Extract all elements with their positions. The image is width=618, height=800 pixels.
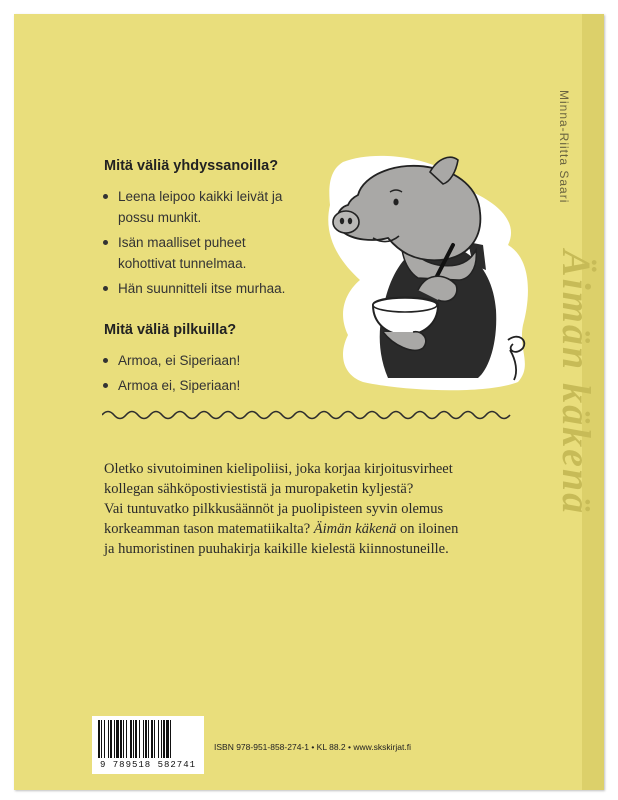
list-item bbox=[100, 375, 240, 396]
barcode-bar bbox=[130, 720, 132, 758]
spine-author: Minna-Riitta Saari bbox=[557, 90, 571, 204]
blurb-text: on iloinen bbox=[396, 521, 459, 537]
barcode-bar bbox=[104, 720, 105, 758]
list-item bbox=[100, 350, 240, 371]
bowl-rim bbox=[373, 298, 437, 312]
book-title-italic: Äimän käkenä bbox=[313, 521, 397, 537]
list-item-text: Armoa, ei Siperiaan! bbox=[118, 353, 241, 368]
book-back-cover bbox=[14, 14, 604, 790]
pig-snout bbox=[333, 211, 359, 233]
barcode-number: 9 789518 582741 bbox=[99, 760, 196, 770]
barcode-bar bbox=[148, 720, 149, 758]
list-item bbox=[100, 232, 285, 274]
barcode-bar bbox=[135, 720, 137, 758]
compound-examples-list bbox=[100, 186, 285, 303]
list-item-line: Leena leipoo kaikki leivät ja bbox=[118, 189, 283, 204]
barcode-bar bbox=[145, 720, 147, 758]
barcode-bar bbox=[133, 720, 134, 758]
blurb-line: ja humoristinen puuhakirja kaikille kielestä kiinnostuneille. bbox=[104, 541, 449, 557]
barcode-bar bbox=[114, 720, 115, 758]
barcode-bar bbox=[123, 720, 124, 758]
list-item-line: Isän maalliset puheet bbox=[118, 235, 246, 250]
blurb-text: korkeamman tason matematiikalta? bbox=[104, 521, 314, 537]
barcode-bar bbox=[163, 720, 165, 758]
bullet-icon bbox=[103, 383, 108, 388]
nostril bbox=[348, 218, 352, 224]
wavy-divider bbox=[102, 407, 514, 423]
list-item-line: Hän suunnitteli itse murhaa. bbox=[118, 281, 286, 296]
bullet-icon bbox=[103, 358, 108, 363]
section-heading-compounds: Mitä väliä yhdyssanoilla? bbox=[104, 158, 279, 174]
blurb-line: Vai tuntuvatko pilkkusäännöt ja puolipisteen syvin olemus bbox=[104, 501, 444, 517]
barcode-bar bbox=[108, 720, 109, 758]
barcode-bars bbox=[92, 716, 204, 760]
barcode-bar bbox=[161, 720, 162, 758]
bullet-icon bbox=[103, 286, 108, 291]
barcode-bar bbox=[154, 720, 155, 758]
list-item-line: kohottivat tunnelmaa. bbox=[118, 256, 247, 271]
barcode-bar bbox=[98, 720, 100, 758]
barcode-bar bbox=[143, 720, 144, 758]
blurb-line bbox=[104, 519, 534, 539]
comma-examples-list bbox=[100, 350, 240, 400]
nostril bbox=[340, 218, 344, 224]
blurb-line: Oletko sivutoiminen kielipoliisi, joka korjaa kirjoitusvirheet bbox=[104, 461, 453, 477]
barcode-bar bbox=[170, 720, 171, 758]
barcode-bar bbox=[116, 720, 119, 758]
list-item bbox=[100, 278, 285, 299]
spine-title: Äimän käkenä bbox=[554, 250, 599, 516]
bullet-icon bbox=[103, 240, 108, 245]
pig-baking-icon bbox=[318, 150, 538, 395]
barcode-bar bbox=[120, 720, 122, 758]
blurb bbox=[104, 459, 534, 559]
barcode-bar bbox=[101, 720, 102, 758]
barcode-bar bbox=[158, 720, 159, 758]
pig-eye bbox=[393, 199, 398, 206]
list-item-line: possu munkit. bbox=[118, 210, 202, 225]
barcode-bar bbox=[166, 720, 169, 758]
barcode-bar bbox=[139, 720, 140, 758]
blurb-line: kollegan sähköpostiviestistä ja muropaketin kyljestä? bbox=[104, 481, 414, 497]
barcode-bar bbox=[126, 720, 127, 758]
section-heading-commas: Mitä väliä pilkuilla? bbox=[104, 322, 237, 338]
barcode-bar bbox=[110, 720, 112, 758]
isbn-line: ISBN 978-951-858-274-1 • KL 88.2 • www.skskirjat.fi bbox=[214, 742, 411, 752]
list-item-text: Armoa ei, Siperiaan! bbox=[118, 378, 241, 393]
bullet-icon bbox=[103, 194, 108, 199]
list-item bbox=[100, 186, 285, 228]
barcode-bar bbox=[151, 720, 153, 758]
